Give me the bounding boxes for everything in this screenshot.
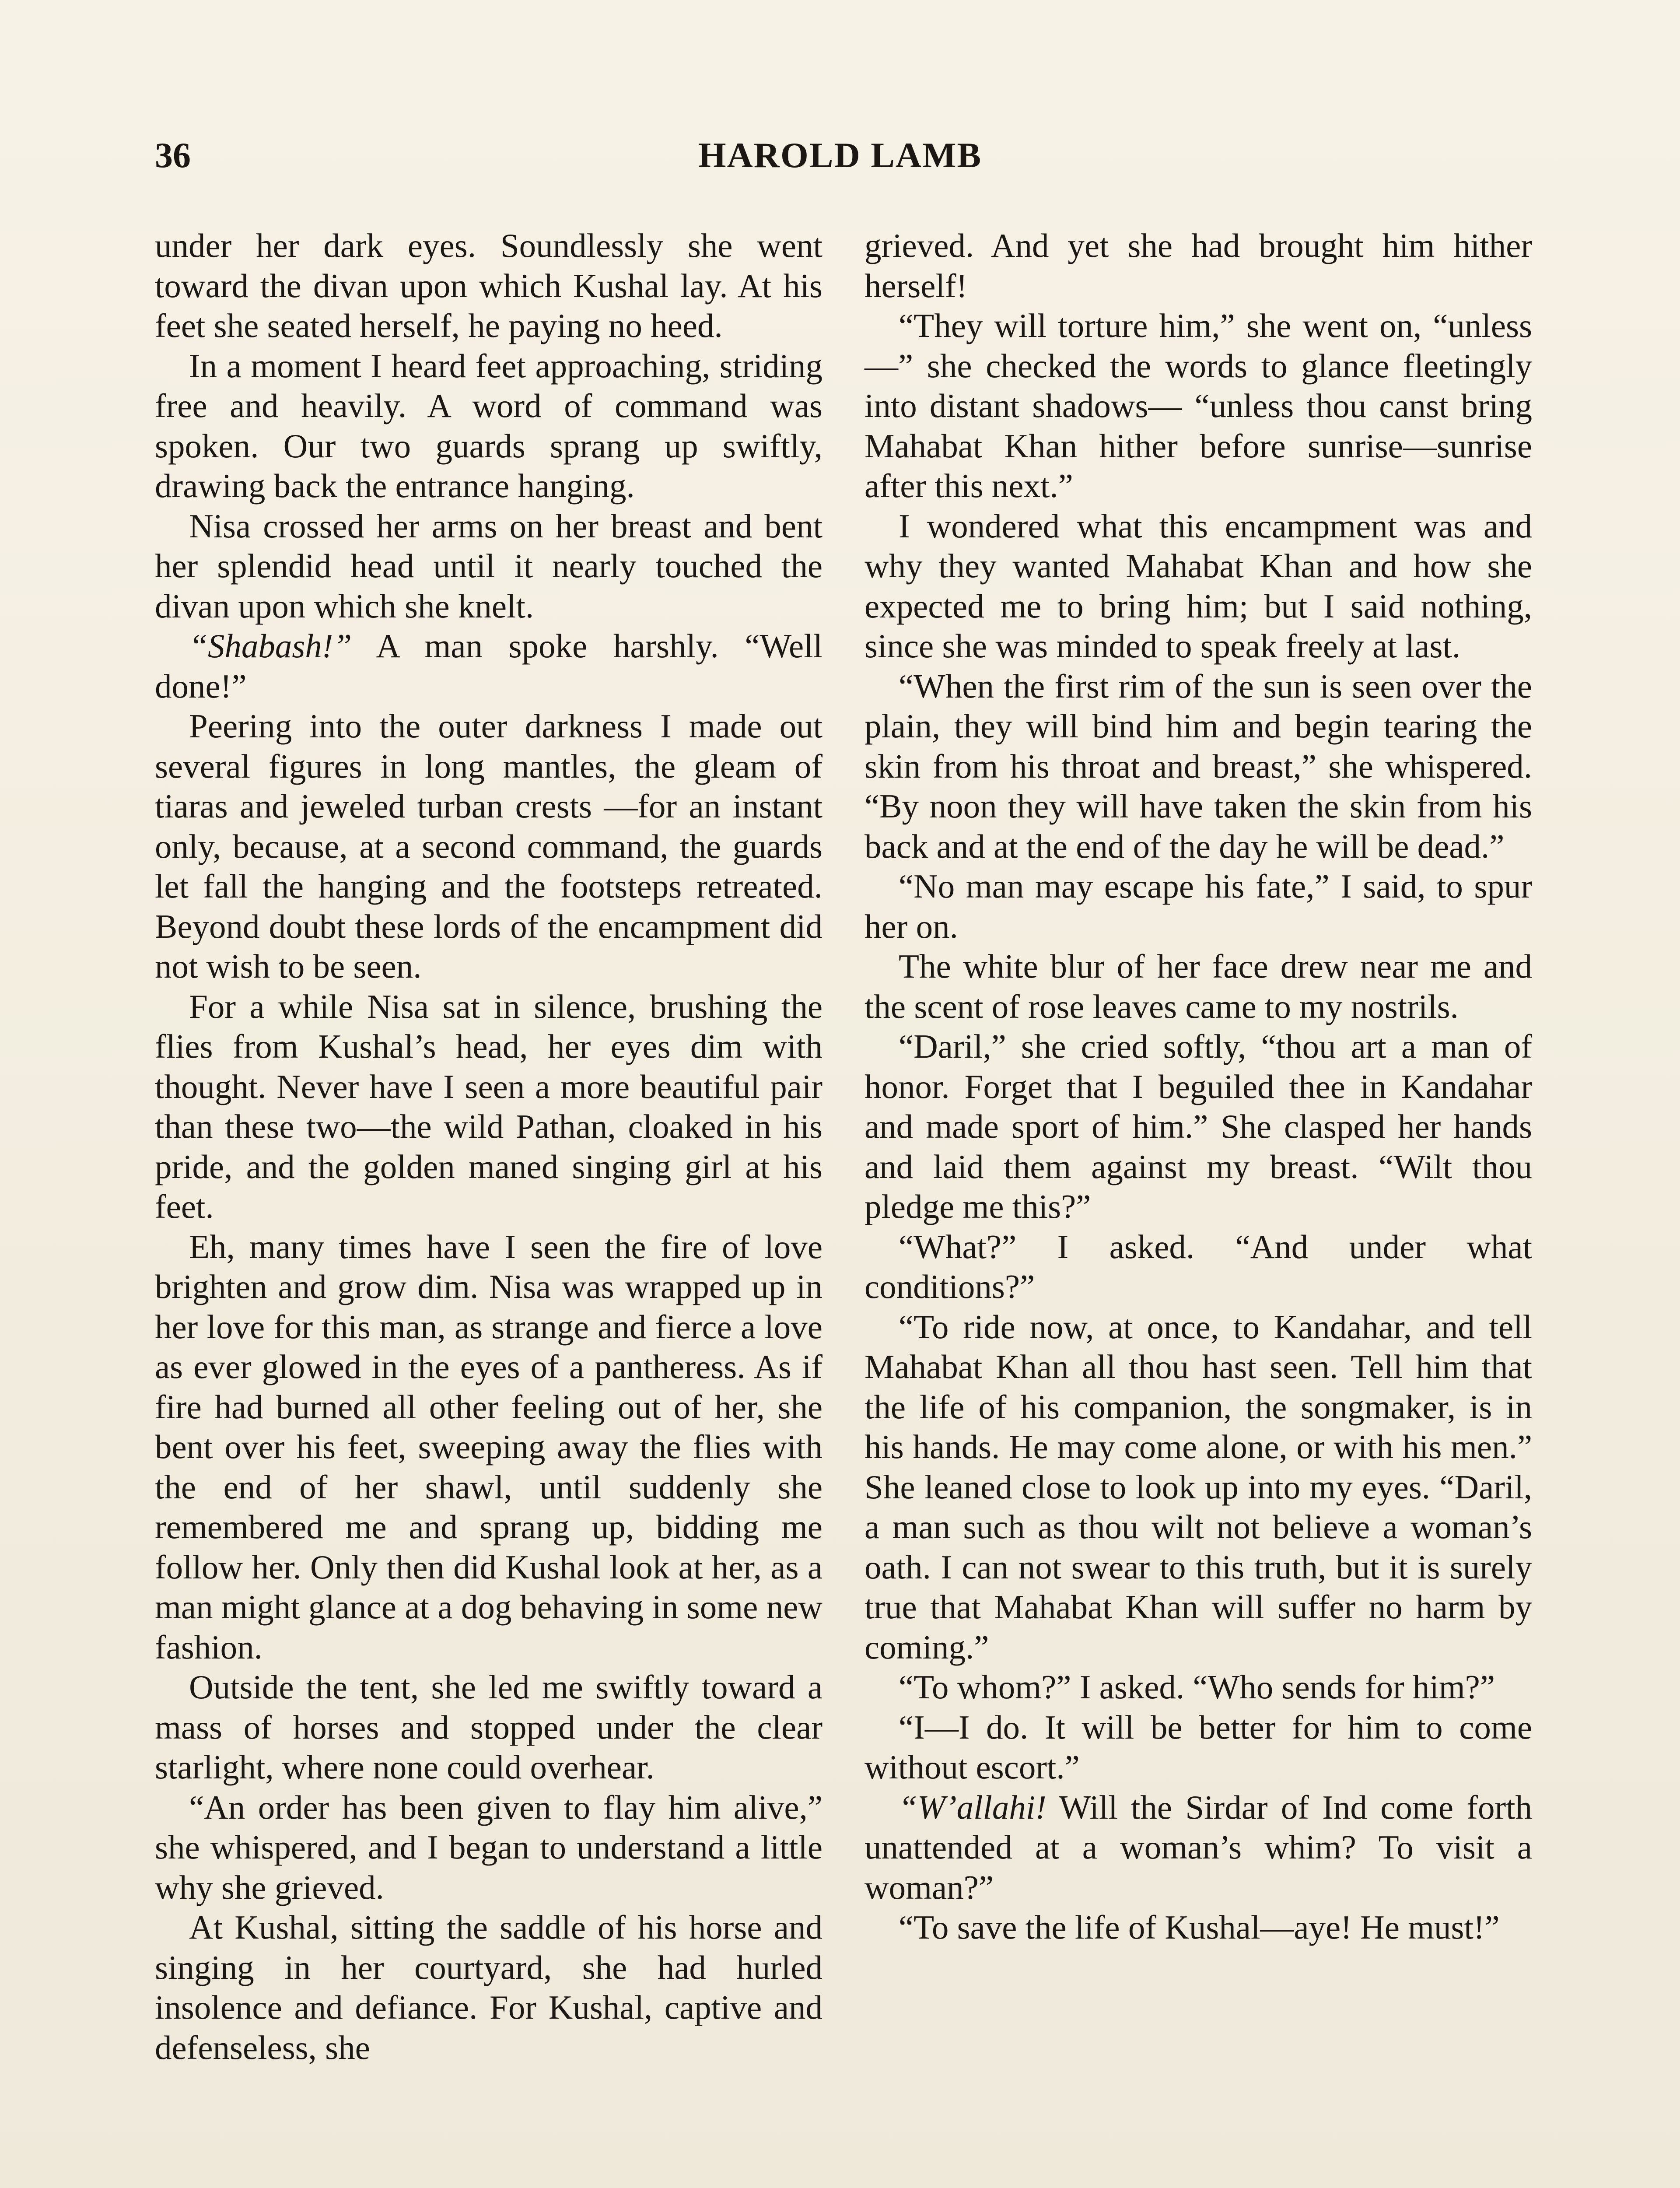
left-paragraph-9: “An order has been given to flay him alive,” she whispered, and I began to understand a little why she grieved. [155,1788,822,1906]
left-paragraph-8: Outside the tent, she led me swiftly toward a mass of horses and stopped under the clear starlight, where none could overhear. [155,1668,822,1786]
left-paragraph-4 [155,626,822,706]
shabash-italic: “Shabash!” [189,627,352,665]
left-paragraph-5: Peering into the outer darkness I made out several figures in long mantles, the gleam of tiaras and jeweled turban crests —for an instant only, because, at a second command, the guards let fall the hanging and the footsteps retreated. Beyond doubt these lords of the encampment did not wish to be seen. [155,707,822,985]
left-text-column [155,226,822,2068]
wallahi-italic: “W’allahi! [899,1788,1046,1826]
right-paragraph-10: “To whom?” I asked. “Who sends for him?” [899,1668,1495,1706]
left-paragraph-4-rest: A man spoke harshly. “Well done!” [155,627,822,705]
right-paragraph-12 [864,1788,1532,1908]
right-paragraph-2: “They will torture him,” she went on, “unless—” she checked the words to glance fleetingly into distant shadows— “unless thou canst bring Mahabat Khan hither before sunrise—sunrise after this next.” [864,307,1532,505]
author-running-head: HAROLD LAMB [698,135,982,175]
right-paragraph-8: “What?” I asked. “And under what conditions?” [864,1227,1532,1305]
right-paragraph-9: “To ride now, at once, to Kandahar, and tell Mahabat Khan all thou hast seen. Tell him that the life of his companion, the songmaker, is in his hands. He may come alone, or with his men.” She leaned close to look up into my eyes. “Daril, a man such as thou wilt not believe a woman’s oath. I can not swear to this truth, but it is surely true that Mahabat Khan will suffer no harm by coming.” [864,1308,1532,1666]
right-paragraph-7: “Daril,” she cried softly, “thou art a man of honor. Forget that I beguiled thee in Kandahar and made sport of him.” She clasped her hands and laid them against my breast. “Wilt thou pledge me this?” [864,1027,1532,1225]
left-paragraph-1: under her dark eyes. Soundlessly she went toward the divan upon which Kushal lay. At his feet she seated herself, he paying no heed. [155,227,822,344]
left-paragraph-6: For a while Nisa sat in silence, brushing the flies from Kushal’s head, her eyes dim with thought. Never have I seen a more beautiful pair than these two—the wild Pathan, cloaked in his pride, and the golden maned singing girl at his feet. [155,987,822,1225]
left-paragraph-3: Nisa crossed her arms on her breast and bent her splendid head until it nearly touched the divan upon which she knelt. [155,507,822,625]
right-text-column [864,226,1532,1948]
right-paragraph-13: “To save the life of Kushal—aye! He must!” [899,1908,1500,1946]
left-paragraph-10: At Kushal, sitting the saddle of his horse and singing in her courtyard, she had hurled insolence and defiance. For Kushal, captive and defenseless, she [155,1908,822,2066]
right-paragraph-4: “When the first rim of the sun is seen over the plain, they will bind him and begin tearing the skin from his throat and breast,” she whispered. “By noon they will have taken the skin from his back and at the end of the day he will be dead.” [864,667,1532,865]
right-paragraph-1: grieved. And yet she had brought him hither herself! [864,227,1532,305]
left-paragraph-2: In a moment I heard feet approaching, striding free and heavily. A word of command was spoken. Our two guards sprang up swiftly, drawing back the entrance hanging. [155,347,822,505]
right-paragraph-12-rest: Will the Sirdar of Ind come forth unattended at a woman’s whim? To visit a woman?” [864,1788,1532,1906]
right-paragraph-11: “I—I do. It will be better for him to come without escort.” [864,1708,1532,1786]
right-paragraph-6: The white blur of her face drew near me and the scent of rose leaves came to my nostrils. [864,947,1532,1025]
page-number: 36 [155,135,191,175]
right-paragraph-3: I wondered what this encampment was and why they wanted Mahabat Khan and how she expected me to bring him; but I said nothing, since she was minded to speak freely at last. [864,507,1532,665]
left-paragraph-7: Eh, many times have I seen the fire of love brighten and grow dim. Nisa was wrapped up in her love for this man, as strange and fierce a love as ever glowed in the eyes of a pantheress. As if fire had burned all other feeling out of her, she bent over his feet, sweeping away the flies with the end of her shawl, until suddenly she remembered me and sprang up, bidding me follow her. Only then did Kushal look at her, as a man might glance at a dog behaving in some new fashion. [155,1227,822,1666]
right-paragraph-5: “No man may escape his fate,” I said, to spur her on. [864,867,1532,945]
